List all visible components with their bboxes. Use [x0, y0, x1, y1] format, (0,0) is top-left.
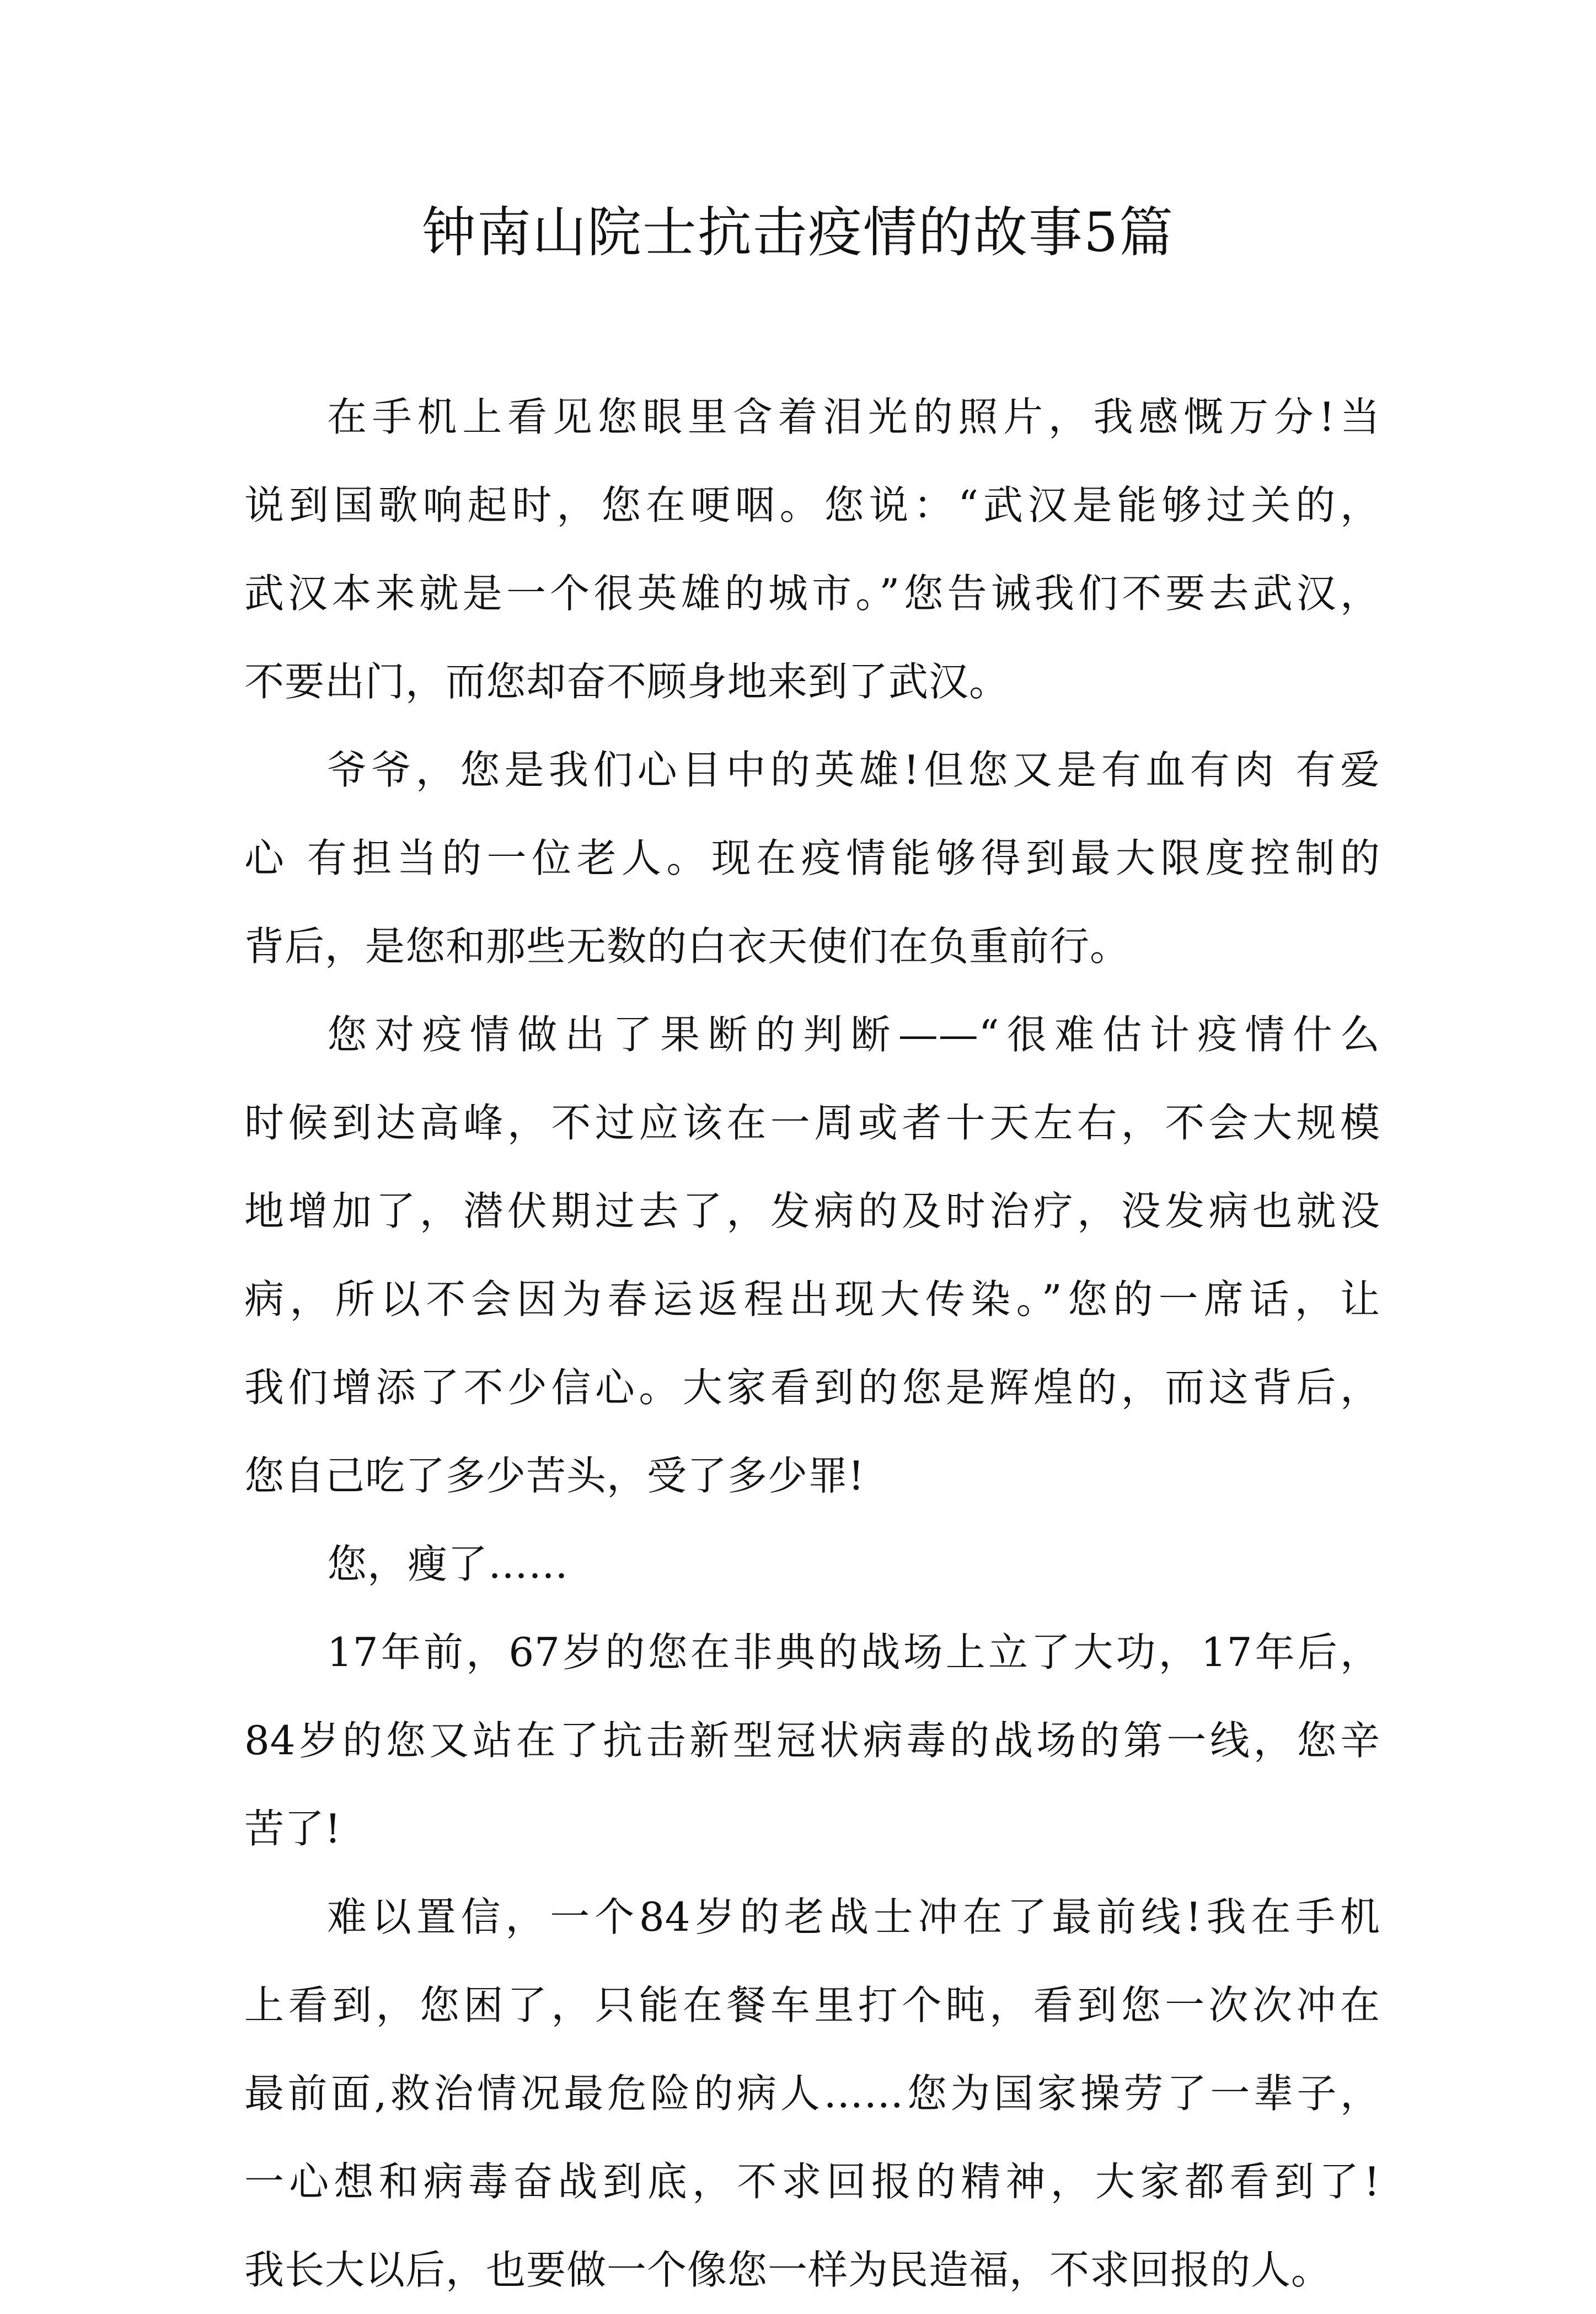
- body-paragraph: [244, 1520, 1380, 1608]
- text-line: 爷爷，您是我们心目中的英雄!但您又是有血有肉 有爱: [327, 747, 1380, 793]
- text-line: 我长大以后，也要做一个像您一样为民造福，不求回报的人。: [244, 2247, 1332, 2293]
- text-line: 最前面,救治情况最危险的病人……您为国家操劳了一辈子，: [244, 2070, 1380, 2117]
- text-line: 不要出门，而您却奋不顾身地来到了武汉。: [244, 658, 1010, 705]
- text-line: 心 有担当的一位老人。现在疫情能够得到最大限度控制的: [244, 835, 1380, 881]
- text-line: 说到国歌响起时，您在哽咽。您说：“武汉是能够过关的，: [244, 482, 1380, 528]
- text-line: 一心想和病毒奋战到底，不求回报的精神，大家都看到了!: [244, 2158, 1380, 2205]
- text-line: 病，所以不会因为春运返程出现大传染。”您的一席话，让: [244, 1276, 1380, 1322]
- text-line: 难以置信，一个84岁的老战士冲在了最前线!我在手机: [327, 1894, 1380, 1940]
- text-line: 武汉本来就是一个很英雄的城市。”您告诫我们不要去武汉，: [244, 570, 1380, 617]
- text-line: 您，瘦了……: [327, 1541, 569, 1587]
- body-paragraph: [244, 1873, 1380, 2314]
- body-paragraph: [244, 373, 1380, 726]
- body-paragraph: [244, 1608, 1380, 1873]
- document-title: 钟南山院士抗击疫情的故事5篇: [421, 201, 1175, 264]
- text-line: 84岁的您又站在了抗击新型冠状病毒的战场的第一线，您辛: [244, 1717, 1380, 1764]
- body-paragraph: [244, 990, 1380, 1520]
- text-line: 背后，是您和那些无数的白衣天使们在负重前行。: [244, 923, 1131, 969]
- text-line: 17年前，67岁的您在非典的战场上立了大功，17年后，: [327, 1629, 1380, 1675]
- text-line: 您对疫情做出了果断的判断——“很难估计疫情什么: [327, 1011, 1380, 1058]
- text-line: 在手机上看见您眼里含着泪光的照片，我感慨万分!当: [327, 394, 1380, 440]
- document-body: [244, 373, 1380, 2314]
- text-line: 我们增添了不少信心。大家看到的您是辉煌的，而这背后，: [244, 1364, 1380, 1411]
- text-line: 您自己吃了多少苦头，受了多少罪!: [244, 1453, 865, 1499]
- body-paragraph: [244, 726, 1380, 990]
- text-line: 时候到达高峰，不过应该在一周或者十天左右，不会大规模: [244, 1100, 1380, 1146]
- text-line: 苦了!: [244, 1806, 341, 1852]
- text-line: 地增加了，潜伏期过去了，发病的及时治疗，没发病也就没: [244, 1188, 1380, 1234]
- text-line: 上看到，您困了，只能在餐车里打个盹，看到您一次次冲在: [244, 1982, 1380, 2028]
